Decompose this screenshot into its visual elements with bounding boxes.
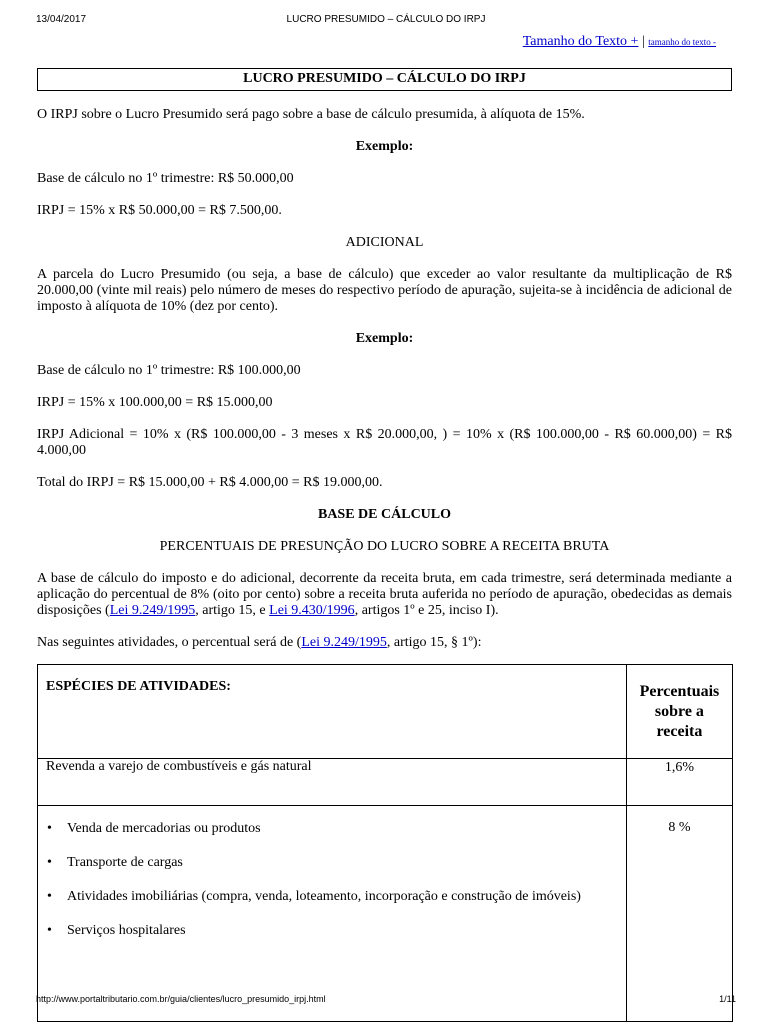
percent-cell: 1,6% <box>626 759 732 806</box>
percentuais-heading: PERCENTUAIS DE PRESUNÇÃO DO LUCRO SOBRE A RECEITA BRUTA <box>159 539 610 554</box>
example-line: Base de cálculo no 1º trimestre: R$ 50.000,00 <box>37 171 294 186</box>
example-line: Total do IRPJ = R$ 15.000,00 + R$ 4.000,00 = R$ 19.000,00. <box>37 475 383 490</box>
print-date: 13/04/2017 <box>36 14 87 25</box>
adicional-heading: ADICIONAL <box>345 235 424 250</box>
table-header-row <box>38 665 733 759</box>
header-percentages: Percentuais sobre a receita <box>626 665 732 759</box>
header-activities: ESPÉCIES DE ATIVIDADES: <box>38 665 627 759</box>
article-content <box>37 68 732 1022</box>
paragraph-text: , artigo 15, e <box>195 603 270 618</box>
base-calculo-paragraph <box>37 571 732 619</box>
adicional-paragraph: A parcela do Lucro Presumido (ou seja, a base de cálculo) que exceder ao valor resultante da multiplicação de R$ 20.000,00 (vinte mil reais) pelo número de meses do respectivo período de apuração, sujeita-se à incidência de adicional de imposto à alíquota de 10% (dez por cento). <box>37 267 732 314</box>
decrease-text-size-link[interactable]: tamanho do texto - <box>648 37 716 47</box>
lei-9249-link[interactable]: Lei 9.249/1995 <box>301 635 387 650</box>
example-heading: Exemplo: <box>355 331 414 346</box>
paragraph-text: A base de cálculo do imposto e do adicional, decorrente da receita bruta, em cada trimestre, será determinada mediante a aplicação do percentual de 8% (oito por cento) sobre a receita bruta auferida no período de apuração, obedecidas as demais disposições ( <box>37 571 732 618</box>
increase-text-size-link[interactable]: Tamanho do Texto + <box>522 34 639 49</box>
text-size-controls <box>523 34 716 50</box>
text-size-separator: | <box>638 34 649 49</box>
article-title: LUCRO PRESUMIDO – CÁLCULO DO IRPJ <box>37 68 732 91</box>
example-line: IRPJ = 15% x R$ 50.000,00 = R$ 7.500,00. <box>37 203 282 218</box>
activities-paragraph <box>37 635 732 651</box>
table-row <box>38 759 733 806</box>
list-item: • Venda de mercadorias ou produtos <box>47 821 617 837</box>
example-heading: Exemplo: <box>355 139 414 154</box>
page-number: 1/11 <box>719 994 736 1004</box>
table-row <box>38 806 733 1022</box>
list-item: • Atividades imobiliárias (compra, venda, loteamento, incorporação e construção de imóveis) <box>47 889 617 905</box>
example-line: IRPJ = 15% x 100.000,00 = R$ 15.000,00 <box>37 395 273 410</box>
activity-list <box>39 807 625 939</box>
example-line: IRPJ Adicional = 10% x (R$ 100.000,00 - 3 meses x R$ 20.000,00, ) = 10% x (R$ 100.000,00 - R$ 60.000,00) = R$ 4.000,00 <box>37 427 732 458</box>
intro-paragraph: O IRPJ sobre o Lucro Presumido será pago sobre a base de cálculo presumida, à alíquota de 15%. <box>37 107 585 122</box>
list-item: • Transporte de cargas <box>47 855 617 871</box>
activity-cell <box>38 806 627 1022</box>
paragraph-text: , artigos 1º e 25, inciso I). <box>354 603 499 618</box>
list-item: • Serviços hospitalares <box>47 923 617 939</box>
activities-table <box>37 664 733 1022</box>
lei-9249-link[interactable]: Lei 9.249/1995 <box>109 603 196 618</box>
percent-cell: 8 % <box>626 806 732 1022</box>
paragraph-text: Nas seguintes atividades, o percentual será de ( <box>37 635 302 650</box>
footer-url: http://www.portaltributario.com.br/guia/clientes/lucro_presumido_irpj.html <box>36 994 326 1004</box>
example-line: Base de cálculo no 1º trimestre: R$ 100.000,00 <box>37 363 301 378</box>
lei-9430-link[interactable]: Lei 9.430/1996 <box>269 603 355 618</box>
paragraph-text: , artigo 15, § 1º): <box>386 635 482 650</box>
base-calculo-heading: BASE DE CÁLCULO <box>317 507 452 522</box>
activity-cell: Revenda a varejo de combustíveis e gás natural <box>38 759 627 806</box>
print-title: LUCRO PRESUMIDO – CÁLCULO DO IRPJ <box>286 14 486 25</box>
